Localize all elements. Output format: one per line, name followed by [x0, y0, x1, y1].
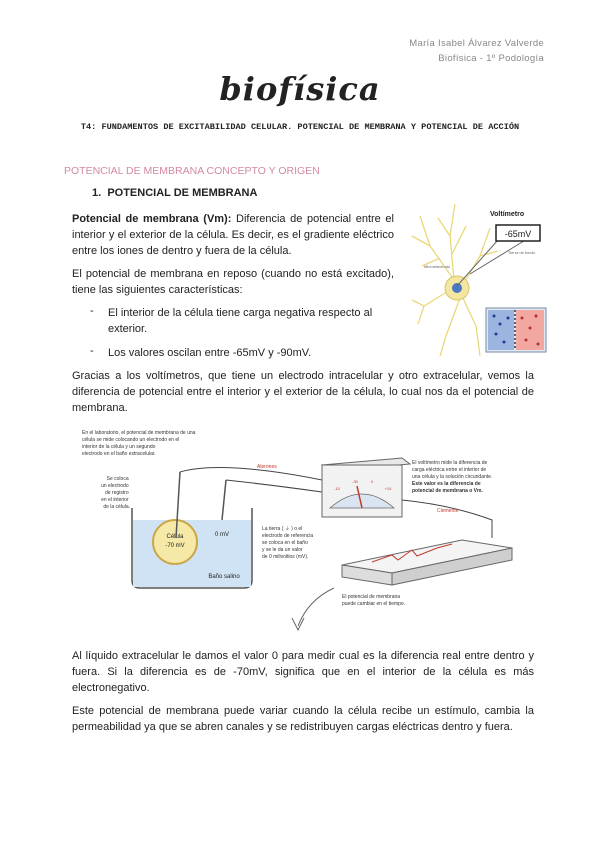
voltmeter-paragraph: [72, 368, 534, 416]
meter-note: El voltímetro mide la diferencia de carga eléctrica entre el interior de una célula y la solución circundante. Este valor es la diferencia de potencial de membrana o Vm.: [412, 460, 493, 494]
microelectrode-label: Microelectrodo: [424, 264, 451, 269]
variation-text: Este potencial de membrana puede variar cuando la célula recibe un estímulo, cambia la permeabilidad ya que se abren canales y se redistribuyen cargas eléctricas dentro y fuera.: [72, 705, 534, 733]
rest-intro-text: El potencial de membrana en reposo (cuando no está excitado), tiene las siguientes características:: [72, 268, 394, 296]
bullet-item: El interior de la célula tiene carga negativa respecto al exterior.: [108, 307, 373, 335]
header-course: Biofísica - 1º Podología: [438, 53, 544, 64]
lab-caption-mid: Se coloca un electrodo de registro en el interior de la célula.: [101, 476, 130, 510]
recorder-note: El potencial de membrana puede cambiar en el tiempo.: [342, 594, 406, 607]
rest-intro-paragraph: [72, 266, 394, 298]
bath-value: 0 mV: [214, 532, 230, 538]
header-author: María Isabel Álvarez Valverde: [409, 38, 544, 49]
voltmeter-text: Gracias a los voltímetros, que tiene un electrodo intracelular y otro extracelular, vemos la diferencia de potencial entre el interior y el exterior de la célula, lo cual nos da el potencial de membrana.: [72, 370, 534, 414]
svg-text:-10: -10: [334, 486, 340, 491]
bullet-item: Los valores oscilan entre -65mV y -90mV.: [108, 347, 312, 359]
zero-reference-paragraph: [72, 648, 534, 696]
zero-reference-text: Al líquido extracelular le damos el valor 0 para medir cual es la diferencia real entre dentro y fuera. Si la diferencia es de -70mV, significa que en el interior de la célula es más electronegativo.: [72, 650, 534, 694]
bullet-dash: -: [90, 305, 94, 317]
voltmeter-title: Voltímetro: [490, 211, 525, 218]
bath-label: Baño salino: [208, 574, 240, 580]
subsection-number: 1.: [92, 187, 102, 199]
cell-label: Célula: [166, 534, 184, 540]
subsection-text: POTENCIAL DE MEMBRANA: [107, 187, 258, 199]
page-title: biofísica: [219, 70, 381, 108]
voltmeter-reading: -65mV: [504, 229, 532, 239]
subsection-heading: [92, 187, 257, 199]
definition-text: Diferencia de potencial entre el interior y el exterior de la célula. Es decir, es el gradiente eléctrico entre los iones de dentro y fuera de la célula.: [72, 213, 394, 257]
ground-note: La tierra ( ⏚ ) o el electrodo de referencia se coloca en el baño y se le da un valor de 0 milivoltios (mV).: [262, 526, 314, 560]
topic-heading: T4: FUNDAMENTOS DE EXCITABILIDAD CELULAR. POTENCIAL DE MEMBRANA Y POTENCIAL DE ACCIÓN: [80, 122, 520, 132]
wire-top-label: Alerones: [257, 464, 277, 470]
definition-term: Potencial de membrana (Vm):: [72, 213, 232, 225]
variation-paragraph: [72, 703, 534, 735]
svg-text:0: 0: [370, 479, 374, 484]
svg-text:+10: +10: [384, 486, 392, 491]
definition-paragraph: [72, 211, 394, 259]
bullet-dash: -: [90, 345, 94, 357]
svg-text:-30: -30: [352, 479, 358, 484]
lab-measurement-figure: [72, 420, 534, 642]
wire-right-label: Clemente: [437, 508, 459, 514]
cell-value: -70 mV: [165, 543, 185, 549]
neuron-voltmeter-figure: [410, 196, 548, 356]
voltmeter-ground-label: Tierra de fondo: [508, 250, 535, 255]
lab-caption-top: En el laboratorio, el potencial de membrana de una célula se mide colocando un electrodo en el interior de la célula y un segundo electrodo en el baño extracelular.: [82, 430, 196, 457]
section-title: POTENCIAL DE MEMBRANA CONCEPTO Y ORIGEN: [64, 165, 320, 177]
